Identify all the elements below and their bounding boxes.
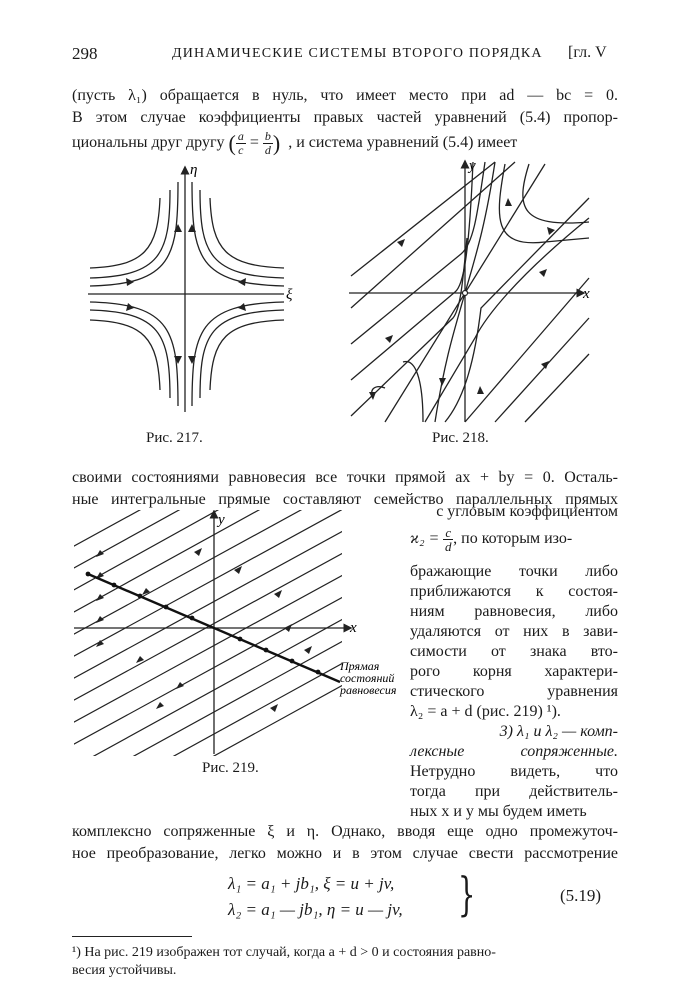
fig219-arrows [96, 548, 312, 712]
figure-217 [88, 162, 298, 422]
fig218-trajectories [351, 162, 589, 422]
wrap-line-6: удаляются от них в зави- [410, 623, 618, 640]
para2-line2: ные интегральные прямые составляют семейство параллельных прямых [72, 491, 618, 508]
para3-line2: ное преобразование, легко можно и в этом случае свести рассмотрение [72, 845, 618, 862]
wrap-line-15: ных x и y мы будем иметь [410, 803, 587, 820]
para2-line1: своими состояниями равновесия все точки прямой ax + by = 0. Осталь- [72, 469, 618, 486]
fig219-caption: Рис. 219. [202, 760, 259, 776]
figure-219 [74, 510, 404, 756]
figure-218 [345, 158, 595, 428]
wrap-line-1: с угловым коэффициентом [436, 503, 618, 520]
svg-text:Прямая: Прямая [340, 659, 380, 673]
equation-brace: } [457, 867, 476, 921]
wrap-line-9: стического уравнения [410, 683, 618, 700]
svg-text:состояний: состояний [340, 671, 395, 685]
para1-line3: циональны друг другу ( $\frac{a}{c}$ = $\frac{b}{d}$ ) , и система уравнений (5.4) имеет [72, 129, 518, 157]
fig218-ylabel: y [469, 158, 476, 174]
footnote-line-1: ¹) На рис. 219 изображен тот случай, когда a + d > 0 и состояния равно- [72, 945, 496, 960]
page-number: 298 [72, 44, 98, 63]
para1-line3-end: , и система уравнений (5.4) имеет [288, 134, 518, 152]
wrap-line-8: рого корня характери- [410, 663, 618, 680]
fraction-a-over-c: $\frac{a}{c}$ [237, 129, 244, 157]
para1-line2: В этом случае коэффициенты правых частей уравнений (5.4) пропор- [72, 109, 618, 126]
fraction-b-over-d: $\frac{b}{d}$ [264, 129, 271, 157]
wrap-line-2: ϰ₂ = $\frac{c}{d}$ , по которым изо- [410, 525, 573, 554]
equation-row-2: λ₂ = a₁ — jb₁, η = u — jv, [228, 900, 403, 919]
svg-text:равновесия: равновесия [340, 683, 397, 697]
wrap-line-14: тогда при действитель- [410, 783, 618, 800]
fig219-ylabel: y [218, 512, 225, 528]
fig218-saddle-point [463, 291, 468, 296]
para1-line1: (пусть λ₁) обращается в нуль, что имеет место при ad — bc = 0. [72, 87, 618, 104]
equation-number: (5.19) [560, 886, 602, 905]
fig218-caption: Рис. 218. [432, 430, 489, 446]
footnote-line-2: весия устойчивы. [72, 963, 177, 978]
wrap-line-13: Нетрудно видеть, что [410, 763, 618, 780]
wrap-line-3: бражающие точки либо [410, 563, 618, 580]
wrap-line-4: приближаются к состоя- [410, 583, 618, 600]
fig218-xlabel: x [583, 286, 590, 302]
footnote-rule [72, 936, 192, 937]
para1-line3-start: циональны друг другу [72, 134, 225, 152]
fig217-xlabel: ξ [286, 287, 293, 303]
wrap-line-11: 3) λ₁ и λ₂ — комп- [499, 723, 618, 740]
wrap-line-12: лексные сопряженные. [410, 743, 618, 760]
fig217-caption: Рис. 217. [146, 430, 203, 446]
wrap-line-10: λ₂ = a + d (рис. 219) ¹). [410, 703, 561, 720]
wrap-line-5: ниям равновесия, либо [410, 603, 618, 620]
chapter-label: [гл. V [568, 44, 607, 61]
equation-row-1: λ₁ = a₁ + jb₁, ξ = u + jv, [228, 874, 395, 893]
wrap-line-7: симости от знака вто- [410, 643, 618, 660]
fig217-ylabel: η [190, 162, 198, 178]
frac-equals: = [249, 134, 259, 152]
running-title: ДИНАМИЧЕСКИЕ СИСТЕМЫ ВТОРОГО ПОРЯДКА [172, 46, 543, 61]
para3-line1: комплексно сопряженные ξ и η. Однако, вводя еще одно промежуточ- [72, 823, 618, 840]
fig219-line-annotation [339, 659, 397, 697]
fig219-xlabel: x [350, 620, 357, 636]
